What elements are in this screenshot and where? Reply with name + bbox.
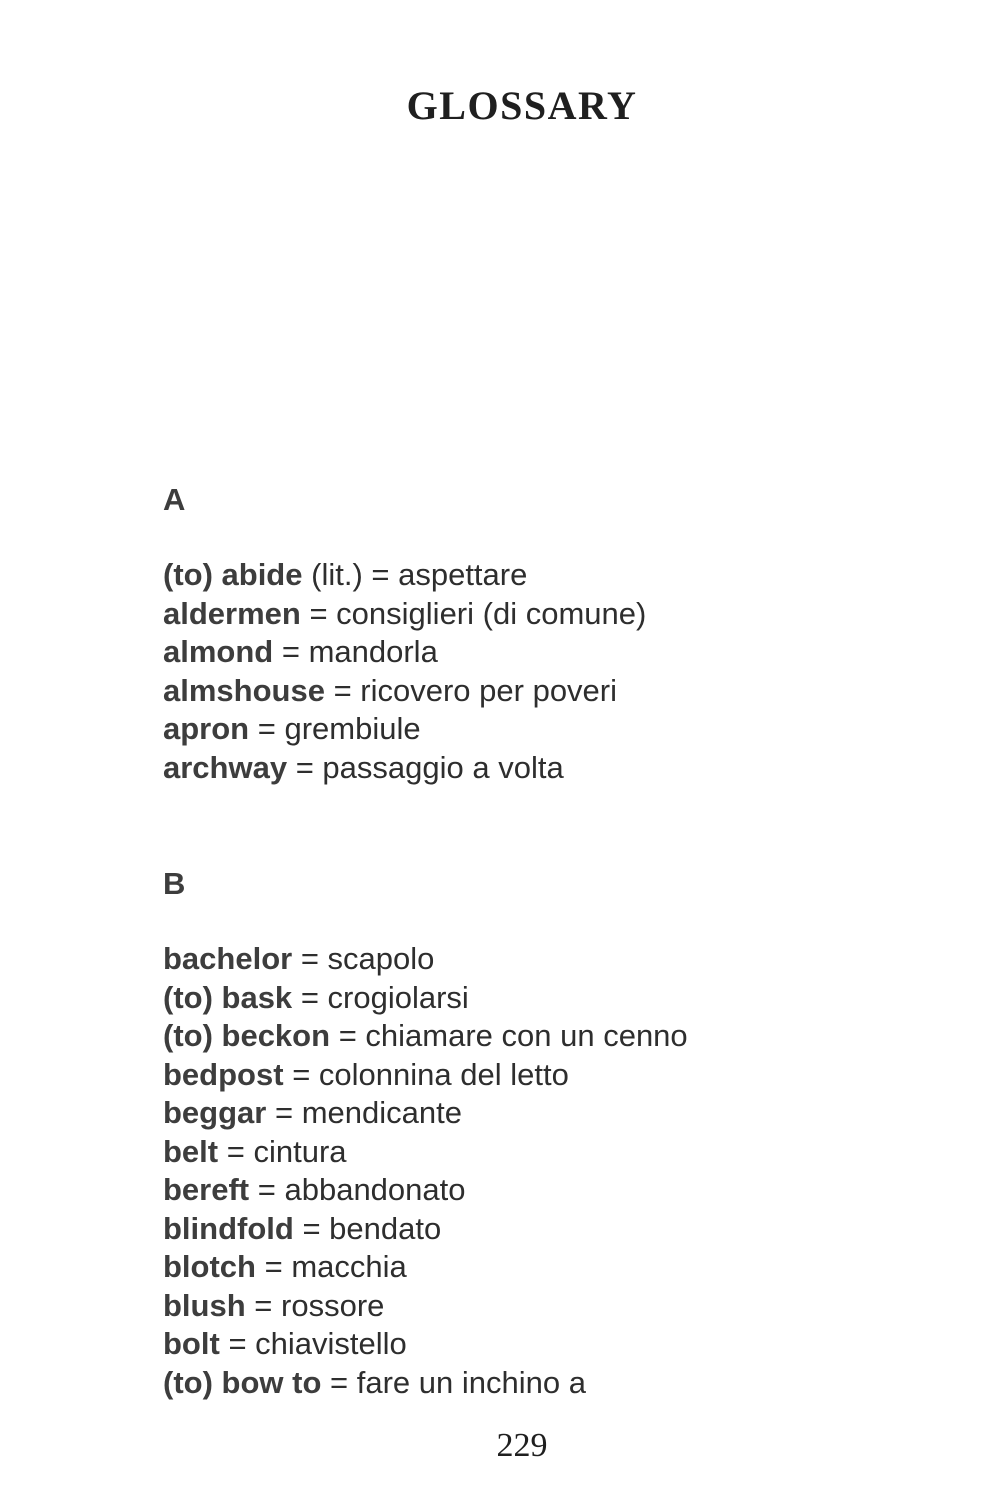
page-title: GLOSSARY [406,83,638,128]
entry-term: aldermen [163,595,301,631]
glossary-entry [163,940,900,979]
entry-definition: (lit.) = aspettare [311,557,528,592]
entry-term: beggar [163,1095,267,1130]
entry-term: belt [163,1133,219,1169]
glossary-entry [163,556,900,595]
entry-definition: = scapolo [300,941,435,976]
entry-term: almshouse [163,672,325,708]
section-b-letter: B [163,866,186,901]
entry-definition: = chiamare con un cenno [338,1018,688,1053]
entry-definition: = abbandonato [257,1172,466,1207]
glossary-entry [163,633,900,672]
glossary-entry [163,1056,900,1095]
entry-definition: = colonnina del letto [292,1056,569,1092]
entry-term: (to) bow to [163,1364,322,1400]
glossary-entry [163,1210,900,1249]
entry-term: blush [163,1287,246,1323]
glossary-entry [163,1287,900,1326]
glossary-entry [163,749,900,788]
entry-definition: = cintura [226,1133,347,1169]
glossary-entry [163,1094,900,1133]
entry-definition: = grembiule [257,711,421,746]
entry-definition: = bendato [302,1210,442,1246]
entry-definition: = fare un inchino a [330,1364,586,1400]
glossary-entry [163,1017,900,1056]
entry-term: bachelor [163,941,293,976]
glossary-entry [163,1364,900,1403]
glossary-entry [163,1133,900,1172]
entry-definition: = mandorla [281,634,438,669]
entry-definition: = crogiolarsi [300,979,469,1015]
entry-definition: = macchia [264,1249,407,1284]
page-number: 229 [496,1427,548,1464]
entry-definition: = ricovero per poveri [333,672,618,708]
entry-term: bedpost [163,1056,284,1092]
entry-term: (to) bask [163,979,293,1015]
glossary-entry [163,672,900,711]
entry-term: (to) beckon [163,1018,331,1053]
entry-definition: = passaggio a volta [295,749,564,785]
entry-term: bereft [163,1172,250,1207]
section-b-entry-list [163,940,900,1402]
entry-definition: = mendicante [274,1095,462,1130]
glossary-content [163,482,900,1402]
entry-term: archway [163,749,288,785]
section-b [163,866,900,1402]
glossary-entry [163,979,900,1018]
entry-term: almond [163,634,274,669]
section-a-entry-list [163,556,900,787]
glossary-entry [163,1325,900,1364]
glossary-entry [163,1171,900,1210]
section-a-letter: A [163,482,186,517]
glossary-entry [163,710,900,749]
entry-term: apron [163,711,250,746]
glossary-entry [163,595,900,634]
entry-definition: = chiavistello [228,1326,407,1361]
entry-term: bolt [163,1326,220,1361]
entry-definition: = rossore [254,1287,385,1323]
entry-term: blotch [163,1249,256,1284]
entry-term: blindfold [163,1210,294,1246]
section-a [163,482,900,787]
entry-definition: = consiglieri (di comune) [309,595,647,631]
glossary-entry [163,1248,900,1287]
entry-term: (to) abide [163,557,303,592]
